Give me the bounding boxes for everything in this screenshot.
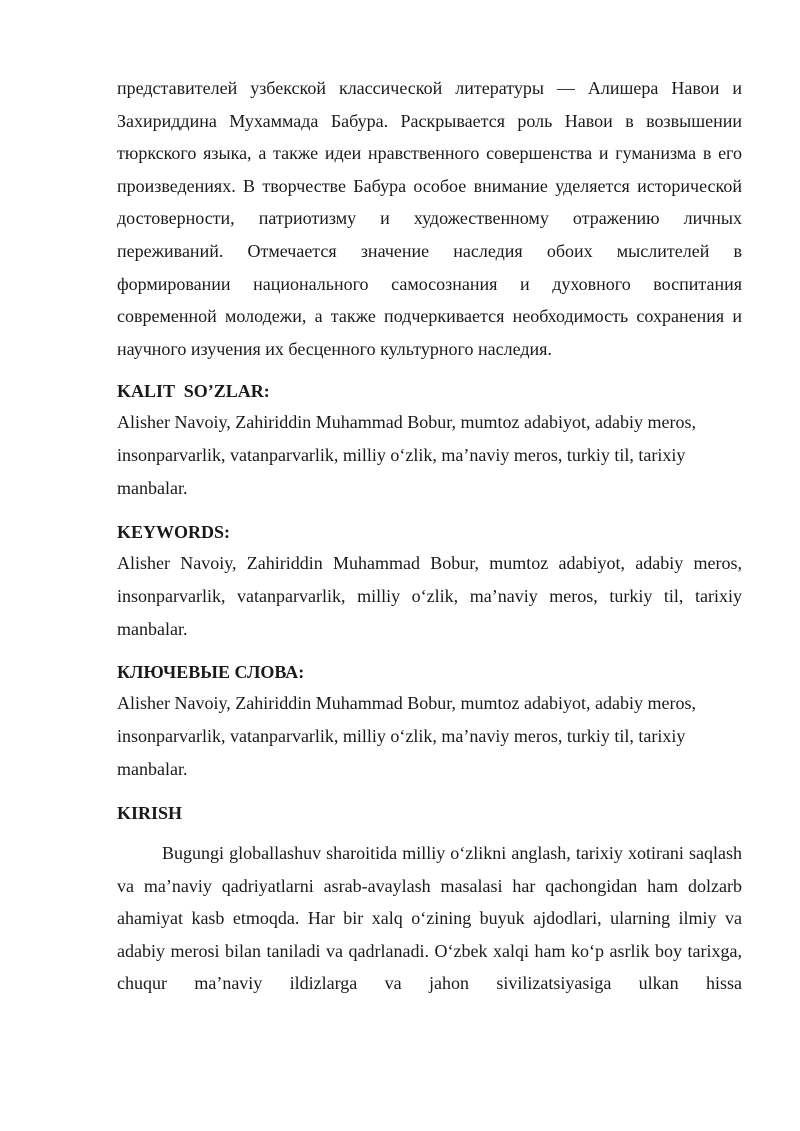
kalit-sozlar-heading: KALIT SO’ZLAR:: [117, 381, 270, 401]
keywords-text: Alisher Navoiy, Zahiriddin Muhammad Bobur, mumtoz adabiyot, adabiy meros, insonparvarlik, vatanparvarlik, milliy o‘zlik, ma’naviy meros, turkiy til, tarixiy manbalar.: [117, 553, 742, 639]
kluchevye-line-1: Alisher Navoiy, Zahiriddin Muhammad Bobur, mumtoz adabiyot, adabiy meros,: [117, 693, 696, 713]
kluchevye-slova-text: [117, 687, 742, 786]
kluchevye-slova-heading: КЛЮЧЕВЫЕ СЛОВА:: [117, 662, 305, 682]
kluchevye-line-2: insonparvarlik, vatanparvarlik, milliy o‘zlik, ma’naviy meros, turkiy til, tarixiy: [117, 726, 686, 746]
kalit-line-2: insonparvarlik, vatanparvarlik, milliy o‘zlik, ma’naviy meros, turkiy til, tarixiy: [117, 445, 686, 465]
kalit-line-3: manbalar.: [117, 478, 188, 498]
abstract-paragraph: представителей узбекской классической литературы — Алишера Навои и Захириддина Мухаммада Бабура. Раскрывается роль Навои в возвышении тюркского языка, а также идеи нравственного совершенства и гуманизма в его произведениях. В творчестве Бабура особое внимание уделяется исторической достоверности, патриотизму и художественному отражению личных переживаний. Отмечается значение наследия обоих мыслителей в формировании национального самосознания и духовного воспитания современной молодежи, а также подчеркивается необходимость сохранения и научного изучения их бесценного культурного наследия.: [117, 78, 742, 359]
kirish-paragraph: Bugungi globallashuv sharoitida milliy o‘zlikni anglash, tarixiy xotirani saqlash va ma’naviy qadriyatlarni asrab-avaylash masalasi har qachongidan ham dolzarb ahamiyat kasb etmoqda. Har bir xalq o‘zining buyuk ajdodlari, ularning ilmiy va adabiy merosi bilan taniladi va qadrlanadi. O‘zbek xalqi ham ko‘p asrlik boy tarixga, chuqur ma’naviy ildizlarga va jahon sivilizatsiyasiga ulkan hissa: [117, 843, 742, 994]
kalit-line-1: Alisher Navoiy, Zahiriddin Muhammad Bobur, mumtoz adabiyot, adabiy meros,: [117, 412, 696, 432]
keywords-heading: KEYWORDS:: [117, 522, 231, 542]
kalit-sozlar-text: [117, 406, 742, 505]
kluchevye-line-3: manbalar.: [117, 759, 188, 779]
kirish-heading: KIRISH: [117, 803, 183, 823]
